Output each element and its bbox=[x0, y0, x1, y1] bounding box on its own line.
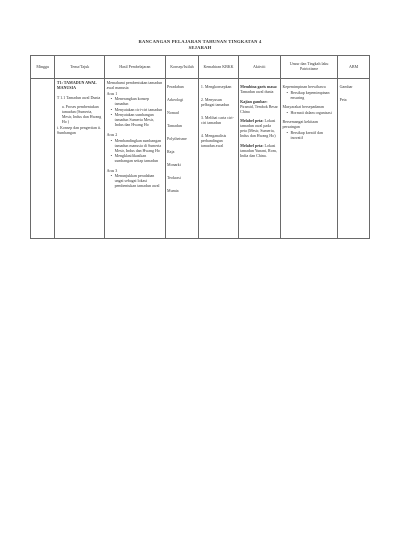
table-header-row bbox=[31, 56, 370, 79]
list-item: • Bersikap kreatif dan inovatif bbox=[282, 130, 335, 140]
cell-tema bbox=[55, 79, 105, 239]
list-item: • Bersikap kepemimpinan ensuring bbox=[282, 90, 335, 100]
list-item: • Menerangkan konsep tamadun bbox=[107, 96, 163, 106]
list-item: • Mengklasifikasikan sumbangan setiap tamadun bbox=[107, 153, 163, 163]
header-patriotisme: Unsur dan Tingkah laku Patriotisme bbox=[280, 56, 337, 79]
konsep-item: Nomad bbox=[167, 110, 179, 115]
abm-item: Peta bbox=[339, 97, 347, 102]
hasil-intro: Memahami pembentukan tamadun awal manusia bbox=[106, 80, 163, 90]
header-minggu: Minggu bbox=[31, 56, 55, 79]
aktiviti-text: Piramid, Tembok Besar China bbox=[240, 103, 278, 114]
patriotisme-label: Masyarakat bersepadanan bbox=[282, 104, 324, 110]
list-item: • Membandingkan sumbangan tamadun manusia di Sumeria Mesir, Indus dan Hwang Ho bbox=[107, 138, 163, 153]
tema-sub2b: i. Konsep dan pengertian ii. Sumbangan bbox=[56, 124, 102, 135]
abm-item: Gambar bbox=[339, 84, 353, 89]
aktiviti-text: Lokasi tamadun Yunani, Rom, India dan China. bbox=[240, 142, 277, 158]
document-subtitle: SEJARAH bbox=[188, 45, 212, 50]
kemahiran-item: 2. Menyusun pelbagai tamadun bbox=[200, 97, 230, 107]
aras3-label: Aras 3 bbox=[106, 167, 118, 173]
konsep-item: Tamadun bbox=[167, 123, 182, 128]
konsep-item: Mumia bbox=[167, 188, 179, 193]
list-item: • Menyatakan ciri-ciri tamadun bbox=[107, 107, 163, 112]
cell-patriotisme bbox=[280, 79, 337, 239]
header-konsep: Konsep/Istilah bbox=[165, 56, 199, 79]
patriotisme-label: Bersemangat kekitaan persaingan bbox=[282, 119, 318, 130]
cell-kemahiran bbox=[199, 79, 238, 239]
header-hasil: Hasil Pembelajaran bbox=[105, 56, 165, 79]
konsep-item: Peradaban bbox=[167, 84, 184, 89]
lesson-plan-table bbox=[30, 55, 370, 239]
header-abm: ABM bbox=[338, 56, 370, 79]
aktiviti-text: Lokasi tamadun awal pada peta (Mesir, Sumeria, Indus dan Hwang Ho) bbox=[240, 118, 276, 139]
header-aktiviti: Aktiviti bbox=[238, 56, 280, 79]
cell-hasil bbox=[105, 79, 165, 239]
konsep-item: Raja bbox=[167, 149, 175, 154]
tema-sub2a: a. Proses pembentukan tamadun (Sumeria, Mesir, Indus dan Hwang Ho ) bbox=[61, 104, 102, 125]
kemahiran-item: 4. Menganalisis perbandingan tamadun awal bbox=[200, 133, 227, 148]
konsep-item: Arkeologi bbox=[167, 97, 184, 102]
kemahiran-item: 3. Melihat carta ciri-ciri tamadun bbox=[200, 115, 234, 125]
kemahiran-item: 1. Mengkonsepkan bbox=[200, 84, 232, 89]
aktiviti-heading: Kajian gambar: bbox=[240, 98, 268, 104]
aras2-label: Aras 2 bbox=[106, 131, 118, 137]
konsep-item: Polytheisme bbox=[167, 136, 187, 141]
list-item: • Menyatakan sumbangan tamadun Sumeria Mesir, Indus dan Hwang Ho bbox=[107, 112, 163, 127]
aktiviti-heading: Membina garis masa: bbox=[240, 84, 278, 89]
patriotisme-label: Kepemimpinan berwibawa bbox=[282, 84, 326, 89]
tema-sub1: T 1.1 Tamadun awal Dunia bbox=[56, 94, 101, 100]
tema-heading: T1: TAMADUN AWAL MANUSIA bbox=[56, 80, 97, 90]
list-item: • Menunjukkan peradaban ungai sebagai lokasi pembentukan tamadun awal bbox=[107, 173, 163, 188]
aktiviti-heading: Melabel peta: bbox=[240, 142, 264, 148]
aras1-label: Aras 1 bbox=[106, 90, 118, 96]
cell-konsep bbox=[165, 79, 199, 239]
header-tema: Tema/Tajuk bbox=[55, 56, 105, 79]
table-row bbox=[31, 79, 370, 239]
cell-minggu bbox=[31, 79, 55, 239]
aktiviti-text: Tamadun awal dunia bbox=[240, 89, 274, 94]
header-kemahiran: Kemahiran KBKK bbox=[199, 56, 238, 79]
list-item: • Hormati dalam organisasi bbox=[282, 110, 335, 115]
document-title: RANCANGAN PELAJARAN TAHUNAN TINGKATAN 4 bbox=[138, 39, 262, 44]
cell-aktiviti bbox=[238, 79, 280, 239]
konsep-item: Teokrasi bbox=[167, 175, 181, 180]
konsep-item: Monarki bbox=[167, 162, 181, 167]
aktiviti-heading: Melabel peta: bbox=[240, 118, 264, 124]
cell-abm bbox=[338, 79, 370, 239]
